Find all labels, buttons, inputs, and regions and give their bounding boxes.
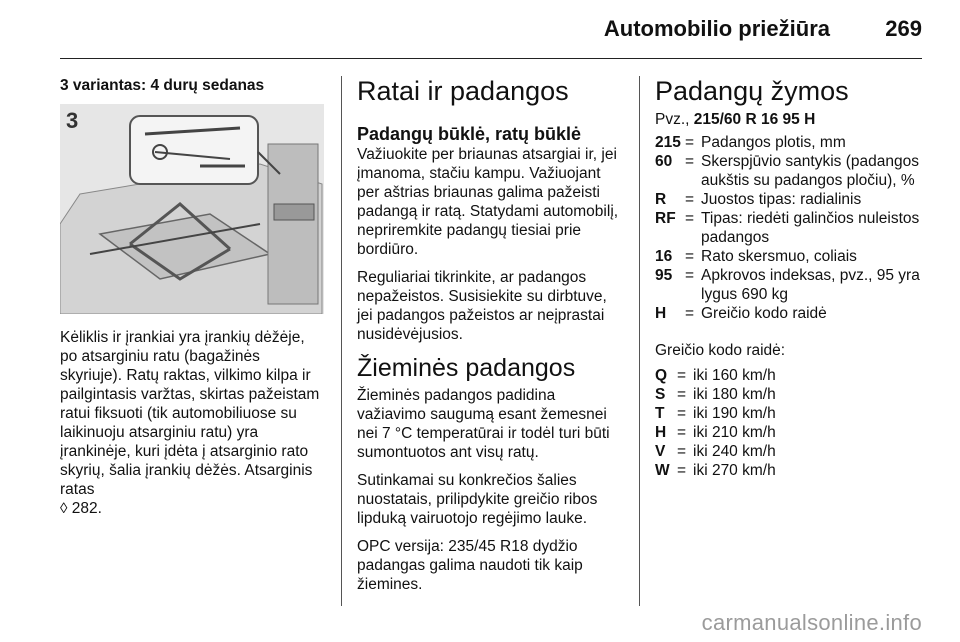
page-header [0, 0, 960, 60]
table-row: RF = Tipas: riedėti galinčios nuleistos padangos [655, 210, 920, 246]
table-row: S = iki 180 km/h [655, 386, 776, 403]
column-divider-1 [341, 76, 342, 606]
tyre-markings-title: Padangų žymos [655, 76, 849, 106]
jack-description [60, 328, 324, 518]
table-row: H = iki 210 km/h [655, 424, 776, 441]
section-title: Automobilio priežiūra [603, 16, 830, 41]
column-2 [357, 76, 625, 603]
table-row: W = iki 270 km/h [655, 462, 776, 479]
paragraph-winter: Žieminės padangos padidina važiavimo saugumą esant žemesnei nei 7 °C temperatūrai ir todėl turi būti sumontuotos ant visų ratų. [357, 387, 610, 461]
table-row: R = Juostos tipas: radialinis [655, 191, 862, 208]
paragraph-opc: OPC versija: 235/45 R18 dydžio padangas galima naudoti tik kaip žiemines. [357, 538, 583, 593]
reference-page-link[interactable]: 282. [71, 500, 102, 517]
jack-tools-illustration [60, 104, 324, 314]
paragraph-check: Reguliariai tikrinkite, ar padangos nepažeistos. Susisiekite su dirbtuve, jei padangos pažeistos ar neįprastai nusidėvėjusios. [357, 269, 607, 343]
table-row: Q = iki 160 km/h [655, 367, 776, 384]
page-number: 269 [885, 16, 922, 41]
watermark: carmanualsonline.info [701, 610, 922, 635]
paragraph-speed-sticker: Sutinkamai su konkrečios šalies nuostatais, prilipdykite greičio ribos lipduką vairuotojo regėjimo lauke. [357, 472, 598, 527]
table-row: 60 = Skerspjūvio santykis (padangos aukštis su padangos pločiu), % [655, 153, 919, 189]
example-prefix: Pvz., [655, 111, 690, 128]
jack-illustration-icon [60, 104, 324, 314]
table-row: 95 = Apkrovos indeksas, pvz., 95 yra lygus 690 kg [655, 267, 920, 303]
paragraph-driving: Važiuokite per briaunas atsargiai ir, jei įmanoma, stačiu kampu. Važiuojant per aštrias briaunas galima pažeisti padangą ir ratą. Statydami automobilį, nepriremkite padangų tiesiai prie bordiūro. [357, 146, 619, 258]
example-value: 215/60 R 16 95 H [693, 111, 816, 128]
table-row: 16 = Rato skersmuo, coliais [655, 248, 857, 265]
speed-code-heading: Greičio kodo raidė: [655, 342, 786, 359]
table-row: 215 = Padangos plotis, mm [655, 134, 846, 151]
speed-code-table [655, 366, 925, 480]
subsection-title: Padangų būklė, ratų būklė [357, 124, 582, 144]
table-row: V = iki 240 km/h [655, 443, 776, 460]
header-divider [60, 58, 922, 59]
winter-tyres-title: Žieminės padangos [357, 354, 576, 382]
chapter-title: Ratai ir padangos [357, 76, 569, 106]
column-3 [655, 76, 925, 480]
tyre-code-table [655, 133, 925, 323]
column-1 [60, 76, 324, 527]
example-line [655, 110, 925, 129]
figure-number: 3 [66, 108, 79, 133]
column-divider-2 [639, 76, 640, 606]
jack-description-text: Kėliklis ir įrankiai yra įrankių dėžėje, po atsarginiu ratu (bagažinės skyriuje). Ratų raktas, vilkimo kilpa ir pailgintasis varžtas, skirtas pažeistam ratui fiksuoti (tik automobiliuose su laikinuoju atsarginiu ratu) yra įrankinėje, kuri įdėta į atsarginio rato skyrių, šalia įrankių dėžės. Atsarginis ratas [60, 329, 320, 498]
variant-heading: 3 variantas: 4 durų sedanas [60, 77, 265, 94]
reference-arrow-icon: ◊ [60, 500, 68, 517]
table-row: T = iki 190 km/h [655, 405, 776, 422]
table-row: H = Greičio kodo raidė [655, 305, 827, 322]
